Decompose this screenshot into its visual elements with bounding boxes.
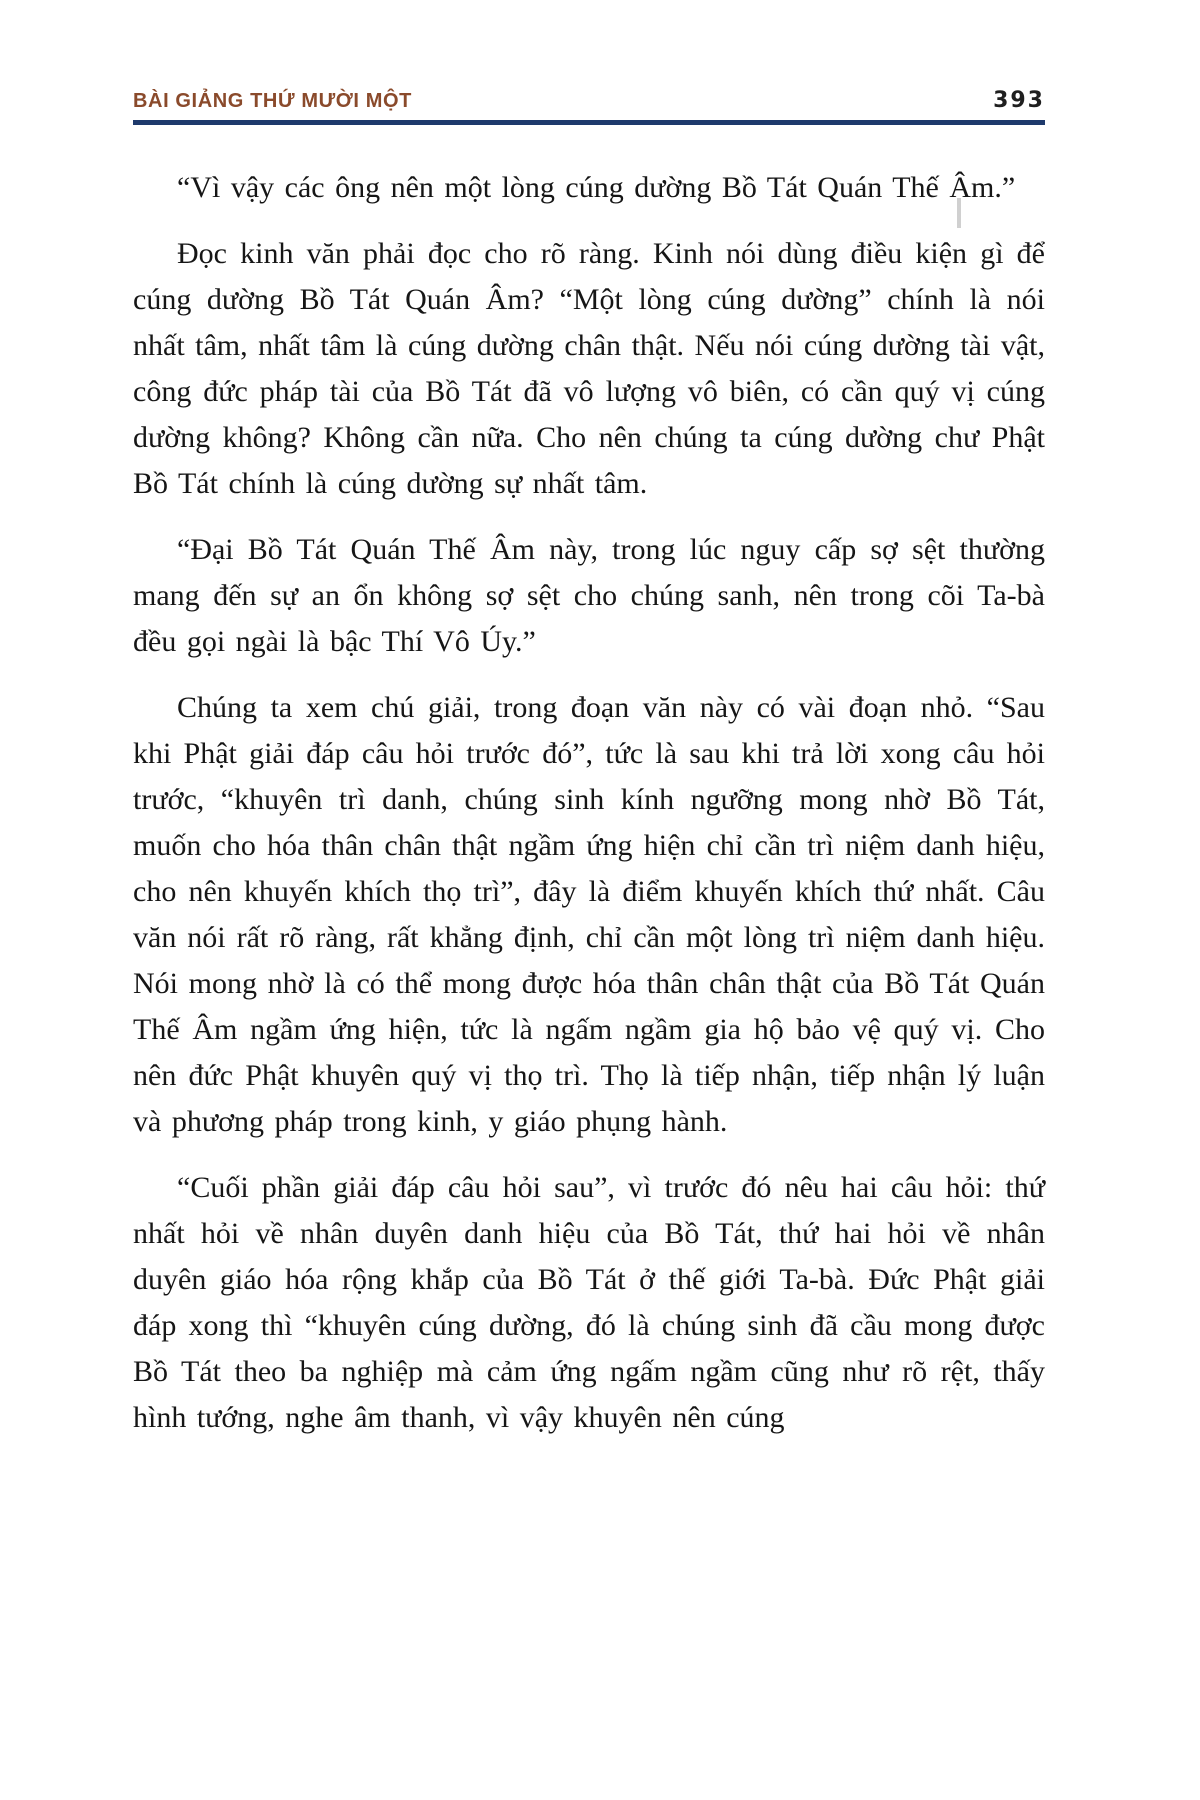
- page-content: [133, 88, 1045, 1461]
- paragraph: “Cuối phần giải đáp câu hỏi sau”, vì trước đó nêu hai câu hỏi: thứ nhất hỏi về nhân duyên danh hiệu của Bồ Tát, thứ hai hỏi về nhân duyên giáo hóa rộng khắp của Bồ Tát ở thế giới Ta-bà. Đức Phật giải đáp xong thì “khuyên cúng dường, đó là chúng sinh đã cầu mong được Bồ Tát theo ba nghiệp mà cảm ứng ngấm ngầm cũng như rõ rệt, thấy hình tướng, nghe âm thanh, vì vậy khuyên nên cúng: [133, 1171, 1045, 1434]
- body-text-block: [133, 165, 1045, 1441]
- header-rule-divider: [133, 120, 1045, 125]
- paragraph: “Vì vậy các ông nên một lòng cúng dường Bồ Tát Quán Thế Âm.”: [177, 171, 1016, 204]
- paragraph: Đọc kinh văn phải đọc cho rõ ràng. Kinh nói dùng điều kiện gì để cúng dường Bồ Tát Quán Âm? “Một lòng cúng dường” chính là nói nhất tâm, nhất tâm là cúng dường chân thật. Nếu nói cúng dường tài vật, công đức pháp tài của Bồ Tát đã vô lượng vô biên, có cần quý vị cúng dường không? Không cần nữa. Cho nên chúng ta cúng dường chư Phật Bồ Tát chính là cúng dường sự nhất tâm.: [133, 237, 1045, 500]
- running-header-title: BÀI GIẢNG THỨ MƯỜI MỘT: [133, 90, 412, 112]
- page-header: [133, 88, 1045, 113]
- page-number: 393: [993, 88, 1045, 113]
- paragraph: “Đại Bồ Tát Quán Thế Âm này, trong lúc nguy cấp sợ sệt thường mang đến sự an ổn không sợ sệt cho chúng sanh, nên trong cõi Ta-bà đều gọi ngài là bậc Thí Vô Úy.”: [133, 533, 1045, 658]
- paragraph: Chúng ta xem chú giải, trong đoạn văn này có vài đoạn nhỏ. “Sau khi Phật giải đáp câu hỏi trước đó”, tức là sau khi trả lời xong câu hỏi trước, “khuyên trì danh, chúng sinh kính ngưỡng mong nhờ Bồ Tát, muốn cho hóa thân chân thật ngầm ứng hiện chỉ cần trì niệm danh hiệu, cho nên khuyến khích thọ trì”, đây là điểm khuyến khích thứ nhất. Câu văn nói rất rõ ràng, rất khẳng định, chỉ cần một lòng trì niệm danh hiệu. Nói mong nhờ là có thể mong được hóa thân chân thật của Bồ Tát Quán Thế Âm ngầm ứng hiện, tức là ngấm ngầm gia hộ bảo vệ quý vị. Cho nên đức Phật khuyên quý vị thọ trì. Thọ là tiếp nhận, tiếp nhận lý luận và phương pháp trong kinh, y giáo phụng hành.: [133, 691, 1045, 1138]
